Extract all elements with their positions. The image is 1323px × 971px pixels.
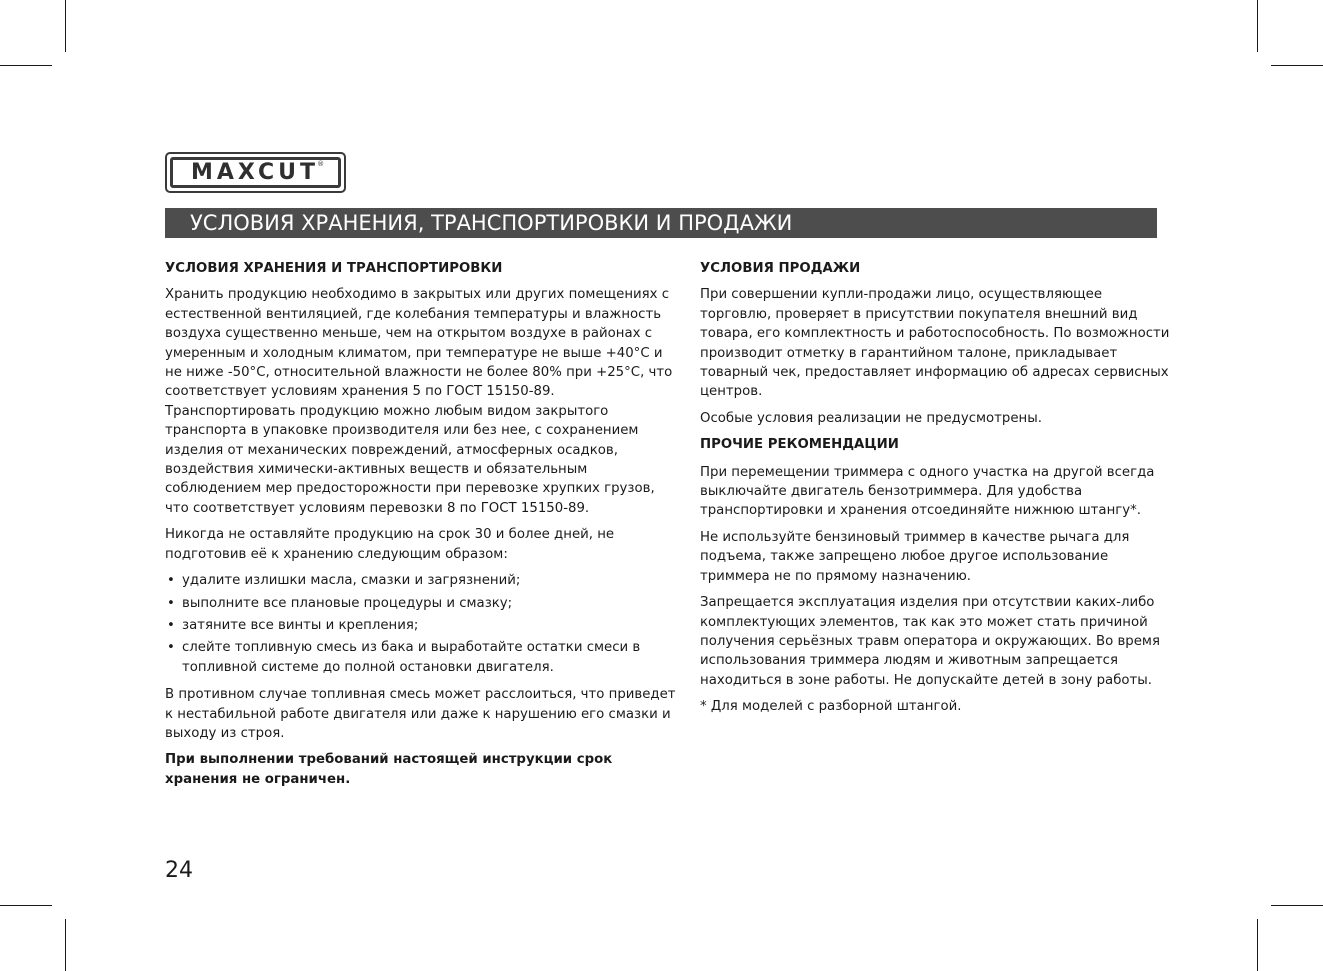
bullet-icon: • [167,617,175,633]
list-item: • затяните все винты и крепления; [165,616,680,635]
right-column [700,259,1170,724]
crop-mark [1257,919,1258,971]
consequence-paragraph: В противном случае топливная смесь может расслоиться, что приведет к нестабильной работе двигателя или даже к нарушению его смазки и выходу из строя. [165,687,676,741]
list-item: • слейте топливную смесь из бака и выработайте остатки смеси в топливной системе до полной остановки двигателя. [167,640,641,675]
bullet-icon: • [167,573,175,589]
crop-mark [0,905,52,906]
left-column [165,259,680,796]
footnote: * Для моделей с разборной штангой. [700,699,962,715]
crop-mark [65,0,66,52]
preparation-intro: Никогда не оставляйте продукцию на срок 30 и более дней, не подготовив её к хранению следующим образом: [165,527,615,562]
storage-term-note: При выполнении требований настоящей инструкции срок хранения не ограничен. [165,752,613,787]
list-item: • выполните все плановые процедуры и смазку; [165,594,680,613]
sale-paragraph: При совершении купли-продажи лицо, осуществляющее торговлю, проверяет в присутствии покупателя внешний вид товара, его комплектность и работоспособность. По возможности производит отметку в гарантийном талоне, прикладывает товарный чек, предоставляет информацию об адресах сервисных центров. [700,287,1170,400]
brand-logo [165,152,346,193]
storage-transport-heading: УСЛОВИЯ ХРАНЕНИЯ И ТРАНСПОРТИРОВКИ [165,261,503,276]
operation-warning-paragraph: Запрещается эксплуатация изделия при отсутствии каких-либо комплектующих элементов, так как это может стать причиной получения серьёзных травм оператора и окружающих. Во время использования триммера людям и животным запрещается находиться в зоне работы. Не допускайте детей в зону работы. [700,595,1160,688]
crop-mark [65,919,66,971]
special-conditions-paragraph: Особые условия реализации не предусмотрены. [700,410,1042,426]
bullet-icon: • [167,595,175,611]
crop-mark [1257,0,1258,52]
moving-paragraph: При перемещении триммера с одного участка на другой всегда выключайте двигатель бензотриммера. Для удобства транспортировки и хранения отсоединяйте нижнюю штангу*. [700,464,1155,519]
crop-mark [1271,65,1323,66]
recommendations-heading: ПРОЧИЕ РЕКОМЕНДАЦИИ [700,437,899,453]
section-banner: УСЛОВИЯ ХРАНЕНИЯ, ТРАНСПОРТИРОВКИ И ПРОДАЖИ [165,208,1157,238]
logo-text: MAXCUT [190,160,320,185]
list-item: • удалите излишки масла, смазки и загрязнений; [165,571,680,590]
storage-paragraph: Хранить продукцию необходимо в закрытых или других помещениях с естественной вентиляцией, где колебания температуры и влажность воздуха существенно меньше, чем на открытом воздухе в районах с умеренным и холодным климатом, при температуре не выше +40°С и не ниже -50°С, относительной влажности не более 80% при +25°С, что соответствует условиям хранения 5 по ГОСТ 15150-89. [165,287,673,400]
transport-paragraph: Транспортировать продукцию можно любым видом закрытого транспорта в упаковке производителя или без нее, с сохранением изделия от механических повреждений, атмосферных осадков, воздействия химически-активных веществ и обязательным соблюдением мер предосторожности при перевозке хрупких грузов, что соответствует условиям перевозки 8 по ГОСТ 15150-89. [165,403,655,516]
page-number: 24 [165,858,193,883]
logo-registered-mark: ® [317,159,325,168]
preparation-list [165,571,680,677]
crop-mark [0,65,52,66]
sale-conditions-heading: УСЛОВИЯ ПРОДАЖИ [700,261,861,276]
lever-warning-paragraph: Не используйте бензиновый триммер в качестве рычага для подъема, также запрещено любое другое использование триммера не по прямому назначению. [700,529,1130,584]
bullet-icon: • [167,640,175,656]
crop-mark [1271,905,1323,906]
